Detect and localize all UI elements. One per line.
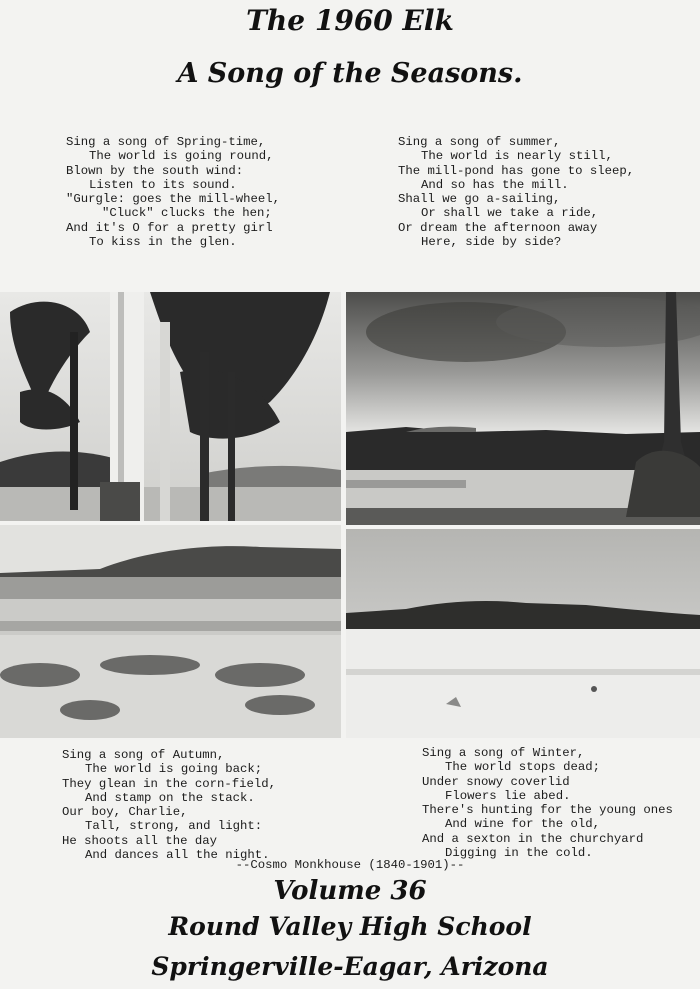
stanza-spring [66,135,280,249]
photo-lake [346,292,700,525]
poem-line: The mill-pond has gone to sleep, [398,163,635,178]
poem-line: Shall we go a-sailing, [398,192,561,207]
poem-line: And it's O for a pretty girl [66,220,273,235]
school-location: Springerville-Eagar, Arizona [151,952,549,981]
poem-line: Digging in the cold. [445,846,593,861]
poem-credit: --Cosmo Monkhouse (1840-1901)-- [235,858,465,872]
poem-line: And stamp on the stack. [85,790,255,805]
poem-line: And so has the mill. [421,177,569,192]
photo-valley [0,525,341,738]
poem-line: And dances all the night. [85,848,270,863]
photo-pine-forest [0,292,341,521]
poem-line: Listen to its sound. [89,177,237,192]
poem-line: There's hunting for the young ones [422,803,673,818]
stanza-summer [398,135,634,249]
poem-line: The world is nearly still, [421,149,613,164]
photo-snow-field [346,529,700,738]
poem-line: And wine for the old, [445,817,600,832]
school-name: Round Valley High School [168,912,532,941]
stanza-winter [422,746,673,860]
poem-line: The world is going round, [89,149,274,164]
poem-line: The world is going back; [85,762,263,777]
poem-line: And a sexton in the churchyard [422,831,644,846]
poem-line: Blown by the south wind: [66,163,244,178]
poem-line: They glean in the corn-field, [62,776,277,791]
stanza-autumn [62,748,276,862]
poem-line: Our boy, Charlie, [62,805,188,820]
poem-line: Here, side by side? [421,235,562,250]
poem-line: Tall, strong, and light: [85,819,263,834]
poem-title: A Song of the Seasons. [177,58,523,89]
poem-line: "Gurgle: goes the mill-wheel, [66,192,281,207]
poem-line: Or dream the afternoon away [398,220,598,235]
poem-line: Sing a song of summer, [398,135,561,149]
poem-line: "Cluck" clucks the hen; [102,206,272,221]
poem-line: Sing a song of Spring-time, [66,135,266,149]
volume-heading: Volume 36 [273,876,427,906]
poem-line: To kiss in the glen. [89,235,237,250]
poem-line: Sing a song of Winter, [422,746,585,760]
page-title: The 1960 Elk [246,4,454,37]
poem-line: Under snowy coverlid [422,774,570,789]
poem-line: Or shall we take a ride, [421,206,599,221]
poem-line: Sing a song of Autumn, [62,748,225,762]
poem-line: Flowers lie abed. [445,788,571,803]
poem-line: He shoots all the day [62,833,217,848]
poem-line: The world stops dead; [445,760,600,775]
